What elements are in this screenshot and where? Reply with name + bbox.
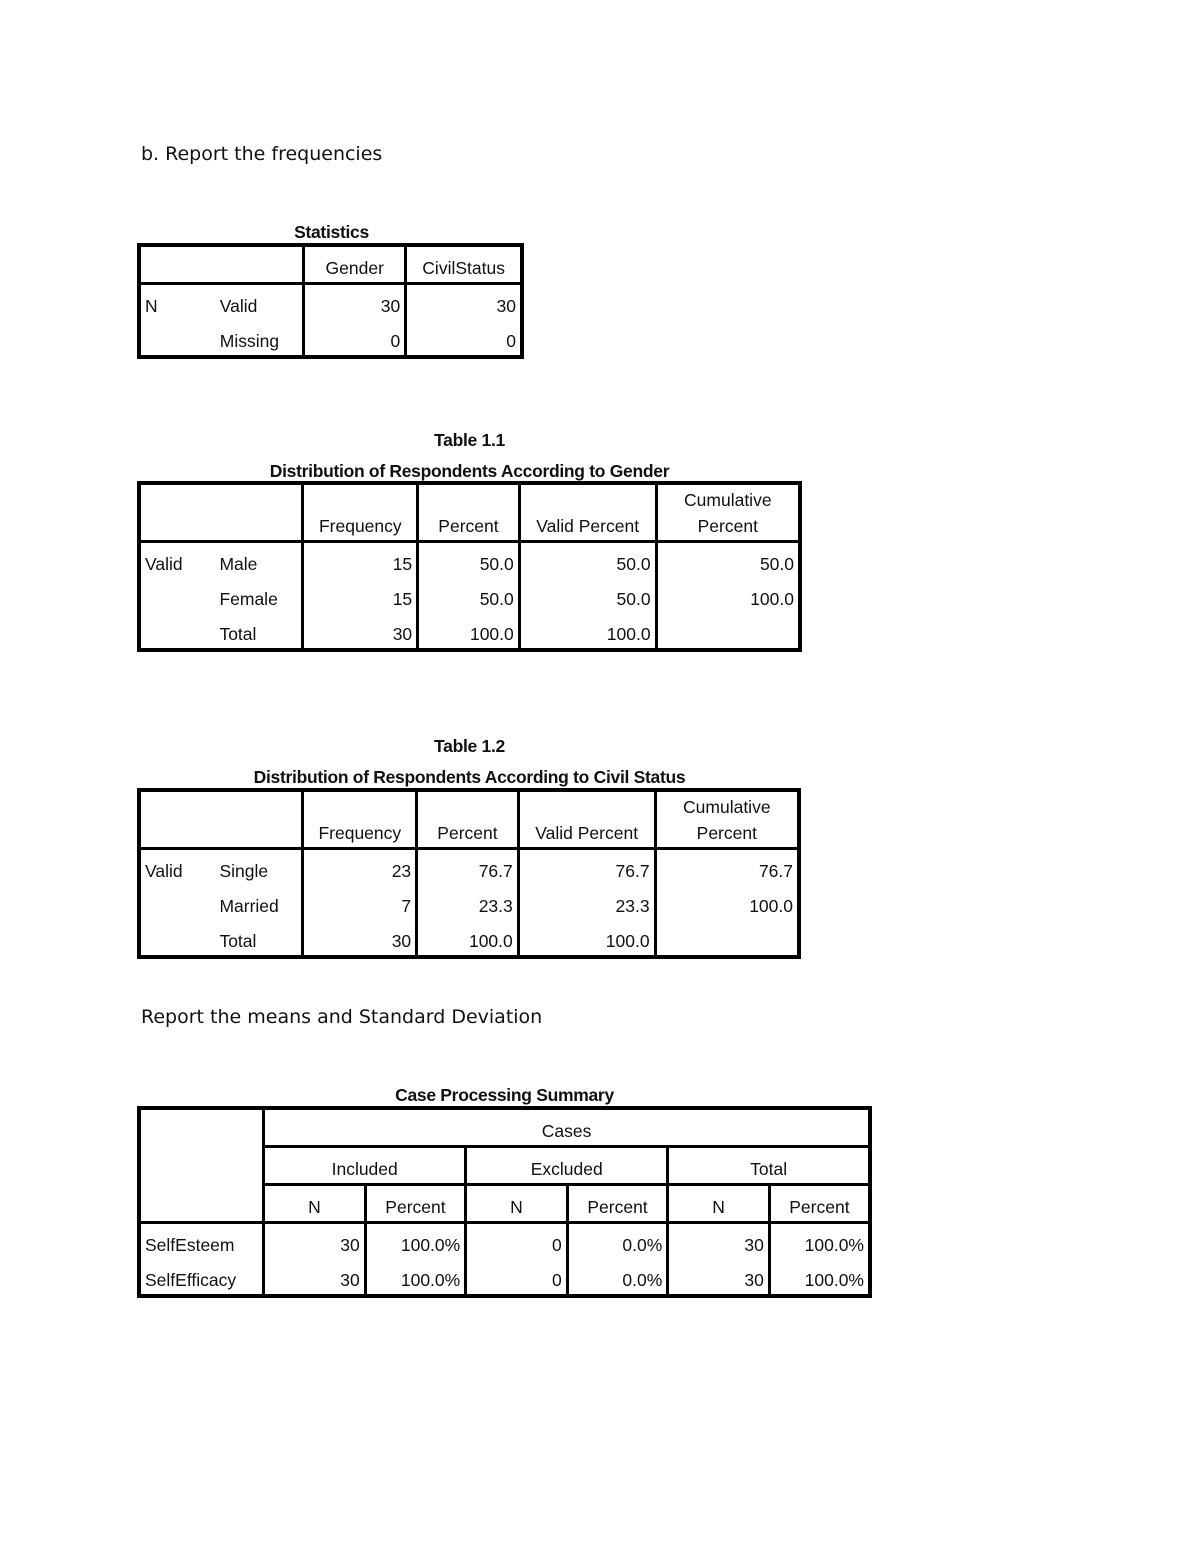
row-label: Male: [215, 542, 303, 579]
table-row: [139, 849, 799, 886]
column-header: Valid Percent: [518, 790, 655, 849]
table-row: [139, 885, 799, 920]
table-cell: 0: [506, 331, 516, 351]
statistics-table: [137, 243, 524, 359]
subgroup-header: Total: [668, 1147, 870, 1185]
column-header: Valid Percent: [519, 483, 656, 542]
row-label: Valid: [216, 284, 304, 321]
table-cell: 7: [303, 885, 417, 920]
table-cell: 50.0: [519, 542, 656, 579]
table-cell: 23: [303, 849, 417, 886]
group-header: Cases: [264, 1108, 870, 1147]
row-label: Female: [215, 578, 303, 613]
table-cell: 100.0: [518, 920, 655, 957]
table-cell: 0: [466, 1223, 568, 1260]
row-label: Single: [215, 849, 303, 886]
table-cell: 30: [303, 613, 418, 650]
table-cell: 30: [496, 296, 516, 316]
row-group-label: Valid: [145, 861, 183, 881]
table-cell: 100.0%: [804, 1270, 864, 1290]
table-cell: 100.0: [750, 589, 794, 609]
table-cell: [139, 578, 215, 613]
column-header: Percent: [418, 483, 520, 542]
column-header: N: [466, 1185, 568, 1223]
civil-status-table: [137, 788, 801, 959]
table-row: [139, 790, 799, 849]
table-cell: 100.0: [418, 613, 520, 650]
gender-table: [137, 481, 802, 652]
table-cell: [139, 483, 215, 542]
column-header: Percent: [365, 1185, 466, 1223]
table-cell: [139, 320, 216, 357]
row-label: Total: [215, 920, 303, 957]
column-header: Frequency: [303, 483, 418, 542]
row-group-label: Valid: [145, 554, 183, 574]
table-cell: 100.0: [749, 896, 793, 916]
table-row: [139, 1259, 870, 1296]
table-cell: 23.3: [518, 885, 655, 920]
table-row: [139, 1108, 870, 1147]
case-summary-title: Case Processing Summary: [395, 1085, 614, 1105]
subgroup-header: Excluded: [466, 1147, 668, 1185]
table-row: [139, 483, 800, 542]
table-cell: 30: [303, 920, 417, 957]
row-group-label: N: [145, 296, 158, 316]
table-cell: 50.0: [418, 578, 520, 613]
table-cell: 15: [303, 542, 418, 579]
table-cell: 0.0%: [567, 1223, 668, 1260]
table-1-1-title: Distribution of Respondents According to Gender: [269, 461, 670, 481]
table-cell: 50.0: [759, 554, 794, 574]
table-cell: 100.0%: [804, 1235, 864, 1255]
column-header-line: Cumulative: [683, 797, 771, 817]
table-cell: 100.0: [417, 920, 519, 957]
table-cell: [139, 920, 215, 957]
table-cell: 15: [303, 578, 418, 613]
column-header: CivilStatus: [406, 245, 522, 284]
table-1-2-title: Distribution of Respondents According to Civil Status: [253, 767, 686, 787]
column-header: Gender: [304, 245, 406, 284]
table-cell: 23.3: [417, 885, 519, 920]
table-cell: [139, 790, 215, 849]
table-cell: 100.0%: [365, 1259, 466, 1296]
column-header: Percent: [417, 790, 519, 849]
table-row: [139, 245, 522, 284]
table-cell: 30: [668, 1223, 770, 1260]
section-b-heading: b. Report the frequencies: [141, 143, 383, 165]
table-cell: 0: [466, 1259, 568, 1296]
table-cell: 50.0: [418, 542, 520, 579]
column-header: [656, 483, 800, 542]
column-header: Percent: [769, 1185, 870, 1223]
table-cell: 50.0: [519, 578, 656, 613]
table-cell: 30: [264, 1223, 366, 1260]
table-cell: 30: [668, 1259, 770, 1296]
table-1-1-number: Table 1.1: [434, 430, 505, 450]
table-cell: 76.7: [417, 849, 519, 886]
table-cell: 76.7: [758, 861, 793, 881]
table-cell: [215, 483, 303, 542]
section-means-heading: Report the means and Standard Deviation: [141, 1006, 543, 1028]
table-1-2-number: Table 1.2: [434, 736, 505, 756]
table-cell: 100.0: [519, 613, 656, 650]
row-label: SelfEsteem: [139, 1223, 264, 1260]
table-row: [139, 920, 799, 957]
row-label: Missing: [216, 320, 304, 357]
table-cell: [139, 613, 215, 650]
table-row: [139, 542, 800, 579]
column-header: N: [264, 1185, 366, 1223]
case-summary-table: [137, 1106, 872, 1298]
table-cell: [215, 790, 303, 849]
subgroup-header: Included: [264, 1147, 466, 1185]
table-cell: 76.7: [518, 849, 655, 886]
table-row: [139, 284, 522, 321]
row-label: Total: [215, 613, 303, 650]
table-row: [139, 578, 800, 613]
table-cell: 30: [264, 1259, 366, 1296]
table-cell: 100.0%: [365, 1223, 466, 1260]
column-header-line: Percent: [697, 516, 758, 536]
table-cell: [139, 885, 215, 920]
column-header-line: Percent: [696, 823, 757, 843]
table-row: [139, 320, 522, 357]
table-cell: 0: [304, 320, 406, 357]
table-row: [139, 1223, 870, 1260]
row-label: Married: [215, 885, 303, 920]
column-header-line: Cumulative: [684, 490, 772, 510]
table-cell: [139, 245, 216, 284]
table-cell: 0.0%: [567, 1259, 668, 1296]
statistics-title: Statistics: [294, 222, 369, 242]
row-label: SelfEfficacy: [139, 1259, 264, 1296]
table-cell: [216, 245, 304, 284]
column-header: Frequency: [303, 790, 417, 849]
column-header: [655, 790, 799, 849]
table-cell: 30: [304, 284, 406, 321]
table-cell: [139, 1108, 264, 1223]
column-header: Percent: [567, 1185, 668, 1223]
column-header: N: [668, 1185, 770, 1223]
table-row: [139, 613, 800, 650]
table-cell: [656, 613, 800, 650]
table-cell: [655, 920, 799, 957]
